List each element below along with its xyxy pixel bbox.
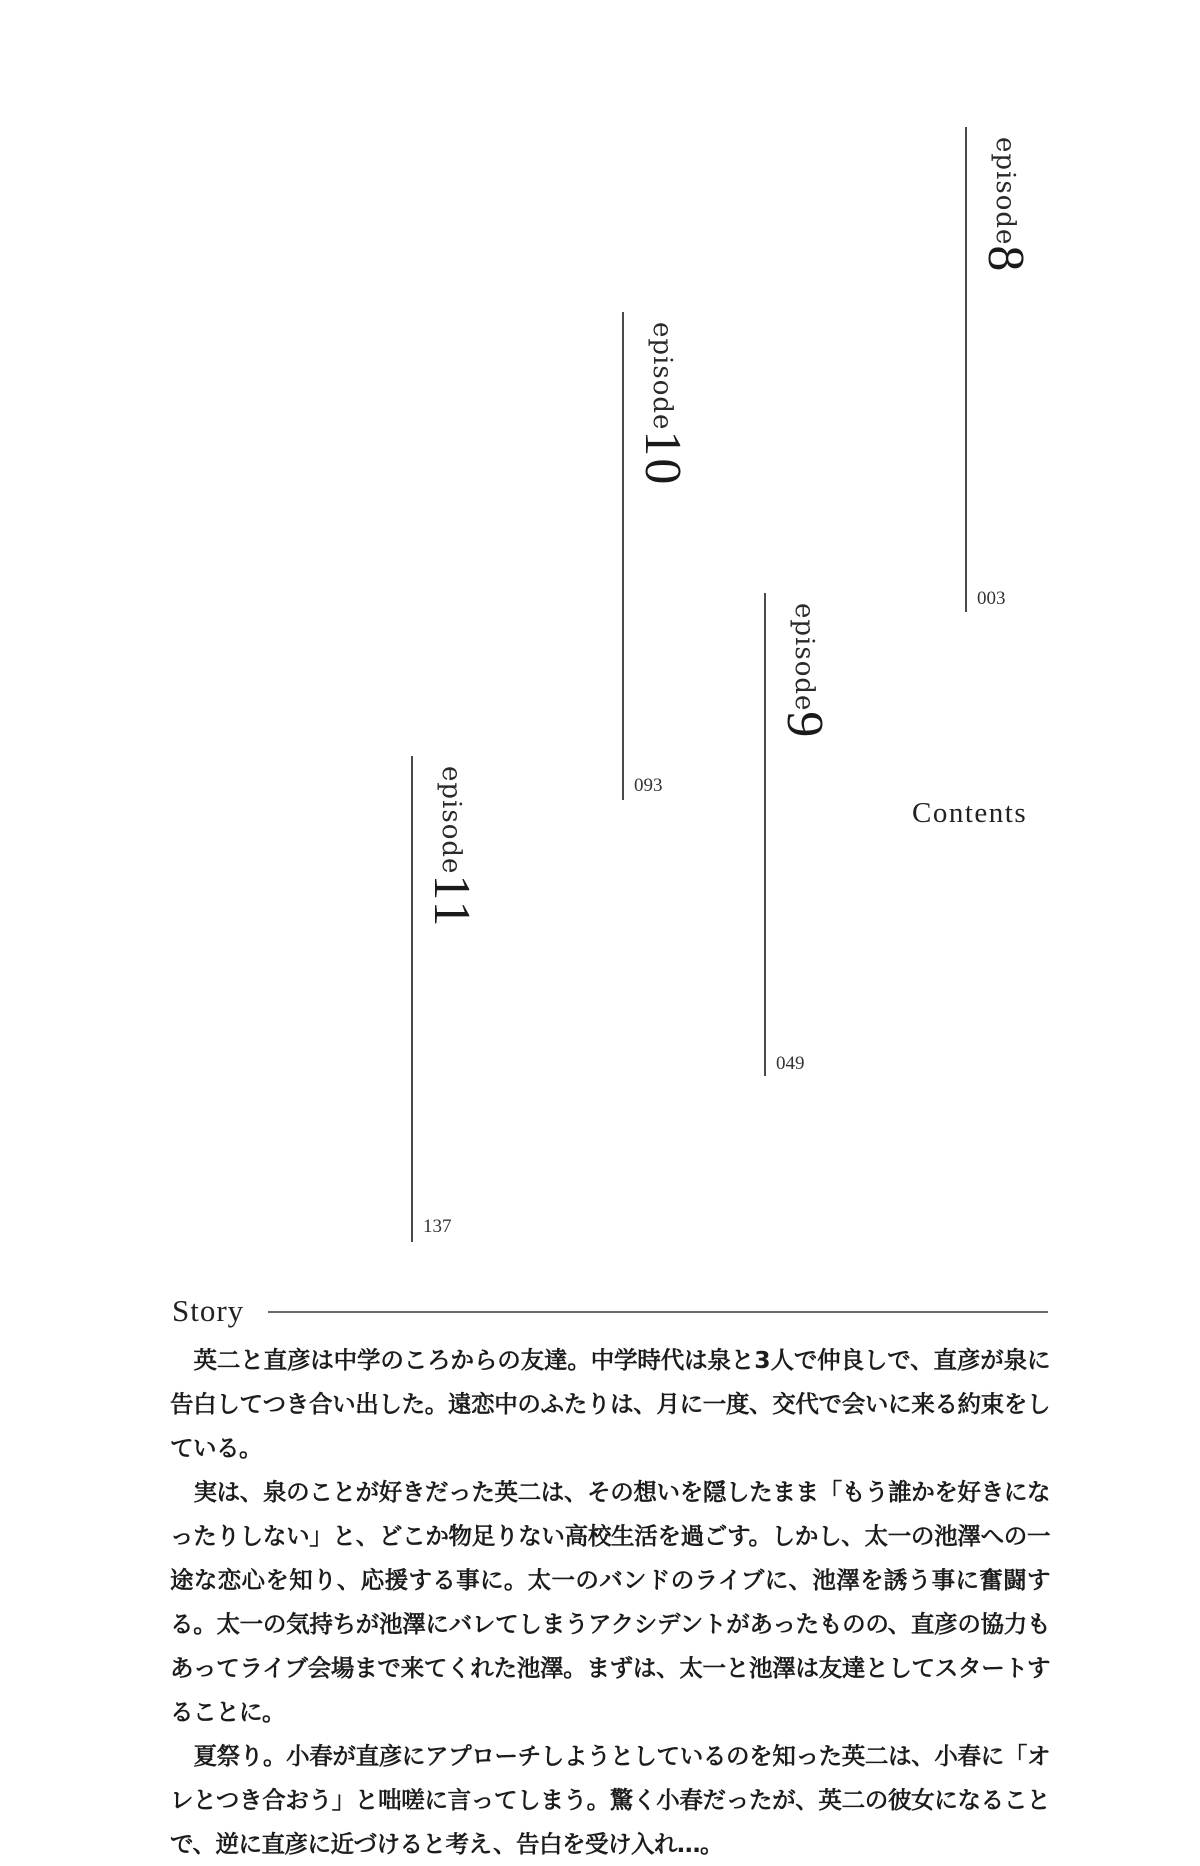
episode-8-word: episode (990, 137, 1020, 246)
episode-10-page: 093 (634, 775, 663, 796)
episode-8-rule (965, 127, 967, 612)
episode-9-number: 9 (776, 711, 833, 740)
episode-10-word: episode (647, 322, 677, 431)
story-paragraph-1: 英二と直彦は中学のころからの友達。中学時代は泉と3人で仲良しで、直彦が泉に告白してつき合い出した。遠恋中のふたりは、月に一度、交代で会いに来る約束をしている。 (170, 1346, 1050, 1462)
episode-9-word: episode (789, 603, 819, 712)
episode-8-page: 003 (977, 588, 1006, 609)
episode-10-label (634, 322, 691, 487)
story-paragraph-3: 夏祭り。小春が直彦にアプローチしようとしているのを知った英二は、小春に「オレとつき合おう」と咄嗟に言ってしまう。驚く小春だったが、英二の彼女になることで、逆に直彦に近づけると考え、告白を受け入れ…。 (170, 1742, 1050, 1858)
episode-11-word: episode (436, 766, 466, 875)
episode-10-number: 10 (634, 430, 691, 487)
episode-11-rule (411, 756, 413, 1242)
episode-8-number: 8 (977, 245, 1034, 274)
episode-9-page: 049 (776, 1053, 805, 1074)
story-body (170, 1338, 1050, 1866)
episode-11-label (423, 766, 480, 929)
story-heading (172, 1293, 1048, 1333)
story-paragraph-2: 実は、泉のことが好きだった英二は、その想いを隠したまま「もう誰かを好きになったりしない」と、どこか物足りない高校生活を過ごす。しかし、太一の池澤への一途な恋心を知り、応援する事に。太一のバンドのライブに、池澤を誘う事に奮闘する。太一の気持ちが池澤にバレてしまうアクシデントがあったものの、直彦の協力もあってライブ会場まで来てくれた池澤。まずは、太一と池澤は友達としてスタートすることに。 (170, 1478, 1050, 1726)
episode-8-label (977, 137, 1034, 274)
story-title: Story (172, 1293, 254, 1329)
contents-title: Contents (912, 797, 1028, 829)
episode-9-rule (764, 593, 766, 1076)
episode-11-page: 137 (423, 1216, 452, 1237)
story-heading-rule (268, 1311, 1048, 1313)
episode-10-rule (622, 312, 624, 800)
episode-9-label (776, 603, 833, 740)
episode-11-number: 11 (423, 874, 480, 929)
